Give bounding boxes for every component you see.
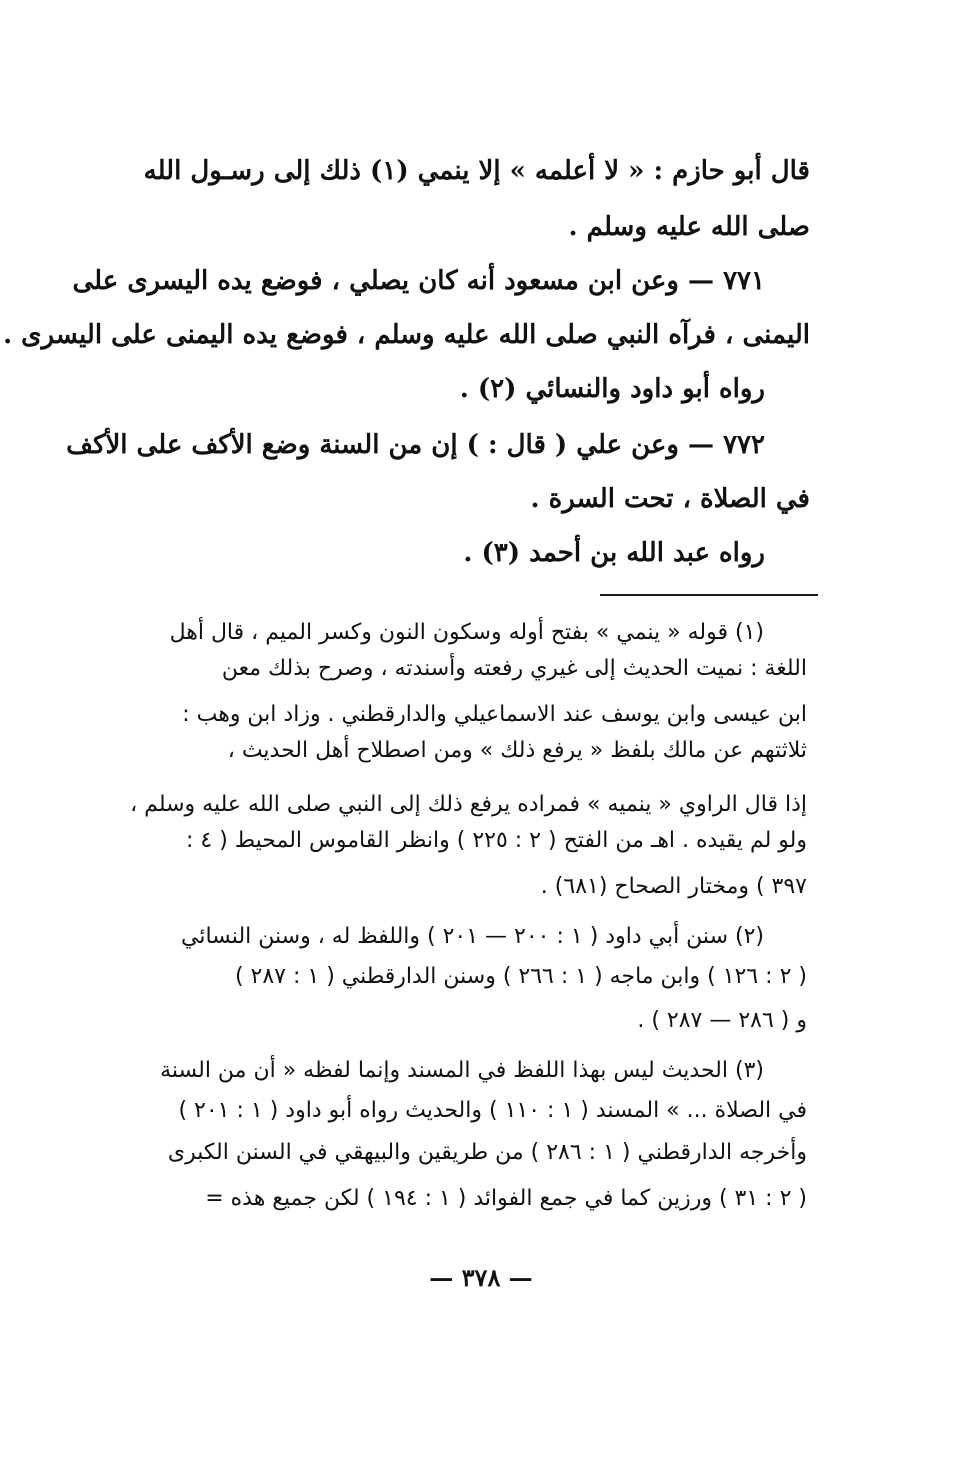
footnote-2-line-1: (٢) سنن أبي داود ( ١ : ٢٠٠ — ٢٠١ ) واللفظ له ، وسنن النسائي: [181, 924, 764, 949]
footnote-1-line-7: ٣٩٧ ) ومختار الصحاح (٦٨١) .: [540, 874, 807, 899]
footnote-separator: [600, 594, 818, 596]
footnote-3-line-2: في الصلاة ... » المسند ( ١ : ١١٠ ) والحديث رواه أبو داود ( ١ : ٢٠١ ): [178, 1098, 807, 1123]
hadith-771-line-2: اليمنى ، فرآه النبي صلى الله عليه وسلم ، فوضع يده اليمنى على اليسرى .: [3, 320, 810, 350]
footnote-1-line-6: ولو لم يقيده . اهـ من الفتح ( ٢ : ٢٢٥ ) وانظر القاموس المحيط ( ٤ :: [185, 828, 807, 853]
page-number: — ٣٧٨ —: [429, 1263, 533, 1292]
hadith-772-line-1: ٧٧٢ — وعن علي ( قال : ) إن من السنة وضع الأكف على الأكف: [66, 430, 765, 460]
body-line-1: قال أبو حازم : « لا أعلمه » إلا ينمي (١) ذلك إلى رسـول الله: [143, 156, 810, 186]
footnote-1-line-2: اللغة : نميت الحديث إلى غيري رفعته وأسندته ، وصرح بذلك معن: [221, 656, 807, 681]
hadith-771-line-1: ٧٧١ — وعن ابن مسعود أنه كان يصلي ، فوضع يده اليسرى على: [72, 266, 765, 296]
hadith-771-source: رواه أبو داود والنسائي (٢) .: [459, 374, 765, 404]
hadith-772-source: رواه عبد الله بن أحمد (٣) .: [463, 538, 765, 568]
footnote-3-line-4: ( ٢ : ٣١ ) ورزين كما في جمع الفوائد ( ١ : ١٩٤ ) لكن جميع هذه =: [205, 1186, 807, 1211]
footnote-1-line-5: إذا قال الراوي « ينميه » فمراده يرفع ذلك إلى النبي صلى الله عليه وسلم ،: [130, 792, 807, 817]
footnote-2-line-2: ( ٢ : ١٢٦ ) وابن ماجه ( ١ : ٢٦٦ ) وسنن الدارقطني ( ١ : ٢٨٧ ): [234, 964, 807, 989]
footnote-1-line-3: ابن عيسى وابن يوسف عند الاسماعيلي والدارقطني . وزاد ابن وهب :: [182, 702, 807, 727]
body-line-2: صلى الله عليه وسلم .: [568, 212, 810, 242]
footnote-3-line-1: (٣) الحديث ليس بهذا اللفظ في المسند وإنما لفظه « أن من السنة: [160, 1058, 764, 1083]
hadith-772-line-2: في الصلاة ، تحت السرة .: [530, 484, 810, 514]
footnote-2-line-3: و ( ٢٨٦ — ٢٨٧ ) .: [637, 1008, 807, 1033]
footnote-1-line-1: (١) قوله « ينمي » بفتح أوله وسكون النون وكسر الميم ، قال أهل: [169, 620, 764, 645]
footnote-1-line-4: ثلاثتهم عن مالك بلفظ « يرفع ذلك » ومن اصطلاح أهل الحديث ،: [227, 738, 807, 763]
footnote-3-line-3: وأخرجه الدارقطني ( ١ : ٢٨٦ ) من طريقين والبيهقي في السنن الكبرى: [167, 1140, 807, 1165]
